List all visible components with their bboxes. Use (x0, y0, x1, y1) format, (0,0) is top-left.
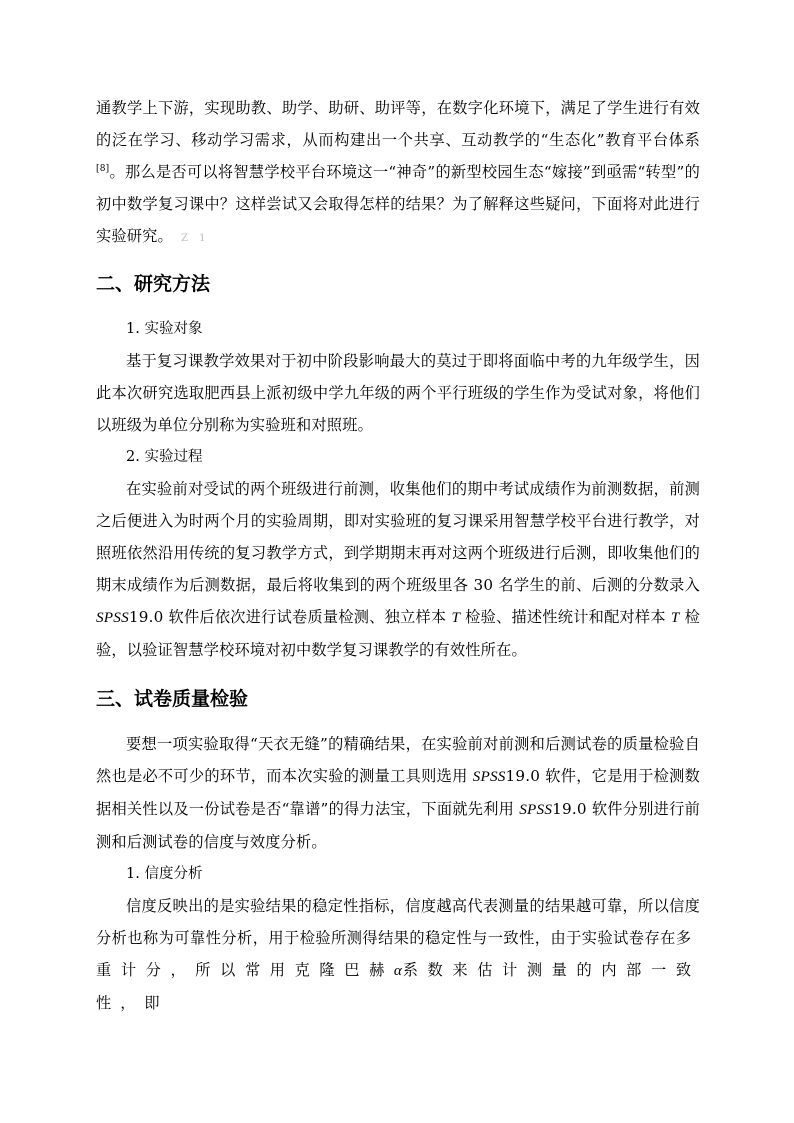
process-paragraph (96, 473, 700, 666)
spss-term: SPSS (96, 609, 129, 626)
spss-term: SPSS (519, 801, 553, 818)
citation-ref[interactable]: [8] (96, 163, 110, 174)
quality-text-c: 19.0 软件分别进行前测和后测试卷的信度与效度分析。 (96, 800, 701, 851)
process-text-a: 在实验前对受试的两个班级进行前测，收集他们的期中考试成绩作为前测数据，前测之后便进入为时两个月的实验周期，即对实验班的复习课采用智慧学校平台进行教学，对照班依然沿用传统的复习教学方式，到学期期末再对这两个班级进行后测，即收集他们的期末成绩作为后测数据，最后将收集到的两个班级里各 30 名学生的前、后测的分数录入 (96, 480, 700, 594)
process-text-c: 检验、描述性统计和配对样本 (460, 608, 671, 626)
spss-term: SPSS (472, 768, 506, 785)
reliability-paragraph (96, 890, 700, 1019)
subheading-subject: 1. 实验对象 (126, 321, 203, 337)
intro-text-a: 通教学上下游，实现助教、助学、助研、助评等，在数字化环境下，满足了学生进行有效的泛在学习、移动学习需求，从而构建出一个共享、互动教学的“生态化”教育平台体系 (96, 99, 700, 149)
watermark-tag: Z 1 (180, 233, 210, 244)
section-heading-quality: 三、试卷质量检验 (96, 688, 249, 710)
t-test-term: T (670, 609, 680, 626)
quality-text-a: 要想一项实验取得“天衣无缝”的精确结果，在实验前对前测和后测试卷的质量检验自然也是必不可少的环节，而本次实验的测量工具则选用 (96, 735, 700, 785)
subject-paragraph: 基于复习课教学效果对于初中阶段影响最大的莫过于即将面临中考的九年级学生，因此本次研究选取肥西县上派初级中学九年级的两个平行班级的学生作为受试对象，将他们以班级为单位分别称为实验班和对照班。 (96, 352, 700, 434)
process-text-d: 检验，以验证智慧学校环境对初中数学复习课教学的有效性所在。 (96, 608, 701, 659)
t-test-term: T (451, 609, 461, 626)
document-page (96, 92, 700, 1019)
process-text-b: 19.0 软件后依次进行试卷质量检测、独立样本 (128, 608, 452, 626)
quality-paragraph (96, 728, 700, 858)
quality-text-b: 19.0 软件，它是用于检测数据相关性以及一份试卷是否“靠谱”的得力法宝，下面就先利用 (96, 767, 700, 818)
reliability-text-c: 系数来估计测量的内部一致性，即 (96, 961, 701, 1012)
subheading-process: 2. 实验过程 (126, 449, 203, 465)
subheading-reliability: 1. 信度分析 (126, 866, 203, 882)
intro-text-b: 。那么是否可以将智慧学校平台环境这一“神奇”的新型校园生态“嫁接”到亟需“转型”的初中数学复习课中？这样尝试又会取得怎样的结果？为了解释这些疑问，下面将对此进行实验研究。 (96, 163, 700, 245)
reliability-text-b: 多重计分，所以常用克隆巴赫 (96, 929, 700, 979)
reliability-text-a: 信度反映出的是实验结果的稳定性指标，信度越高代表测量的结果越可靠，所以信度分析也称为可靠性分析，用于检验所测得结果的稳定性与一致性，由于实验试卷存在 (96, 897, 700, 947)
intro-paragraph (96, 92, 700, 255)
alpha-symbol: α (393, 962, 403, 979)
section-heading-method: 二、研究方法 (96, 273, 211, 295)
